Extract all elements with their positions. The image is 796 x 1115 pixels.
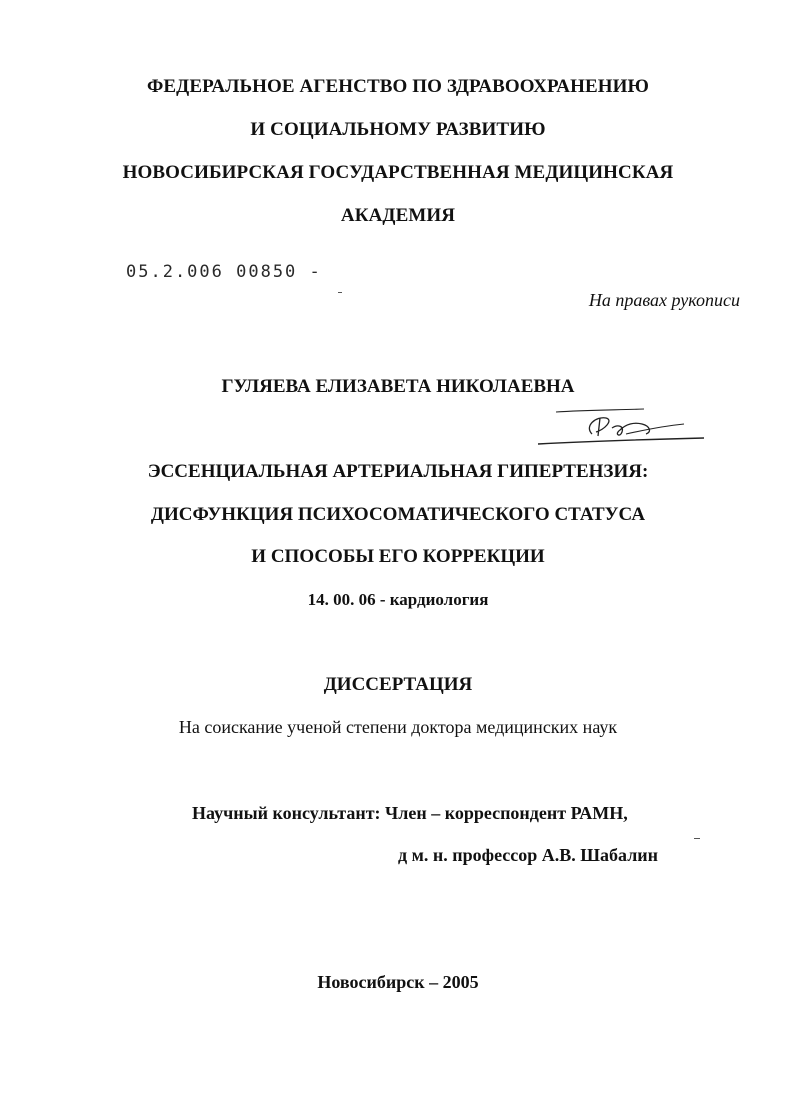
author-name: ГУЛЯЕВА ЕЛИЗАВЕТА НИКОЛАЕВНА <box>221 376 575 397</box>
title-line-3: И СПОСОБЫ ЕГО КОРРЕКЦИИ <box>251 546 545 567</box>
document-type: ДИССЕРТАЦИЯ <box>323 674 473 695</box>
header-line-2: И СОЦИАЛЬНОМУ РАЗВИТИЮ <box>250 119 546 140</box>
title-line-2: ДИСФУНКЦИЯ ПСИХОСОМАТИЧЕСКОГО СТАТУСА <box>150 504 646 525</box>
manuscript-rights: На правах рукописи <box>588 290 740 310</box>
degree-line: На соискание ученой степени доктора медицинских наук <box>178 717 618 737</box>
author-signature <box>534 404 710 454</box>
signature-stroke-3 <box>589 418 649 436</box>
signature-stroke-1 <box>538 438 704 444</box>
signature-stroke-4 <box>626 424 684 434</box>
scan-speck-2 <box>694 838 700 839</box>
scan-speck <box>338 292 342 293</box>
registration-stamp: 05.2.006 00850 - <box>126 262 322 282</box>
title-line-1: ЭССЕНЦИАЛЬНАЯ АРТЕРИАЛЬНАЯ ГИПЕРТЕНЗИЯ: <box>147 461 649 482</box>
header-line-4: АКАДЕМИЯ <box>340 205 456 226</box>
consultant-line-2: д м. н. профессор А.В. Шабалин <box>398 845 659 865</box>
header-line-1: ФЕДЕРАЛЬНОЕ АГЕНСТВО ПО ЗДРАВООХРАНЕНИЮ <box>146 76 649 97</box>
city-year: Новосибирск – 2005 <box>317 972 479 992</box>
signature-stroke-2 <box>556 409 644 412</box>
consultant-line-1: Научный консультант: Член – корреспондент РАМН, <box>192 803 628 823</box>
header-line-3: НОВОСИБИРСКАЯ ГОСУДАРСТВЕННАЯ МЕДИЦИНСКАЯ <box>122 162 674 183</box>
specialty-code: 14. 00. 06 - кардиология <box>307 590 489 609</box>
